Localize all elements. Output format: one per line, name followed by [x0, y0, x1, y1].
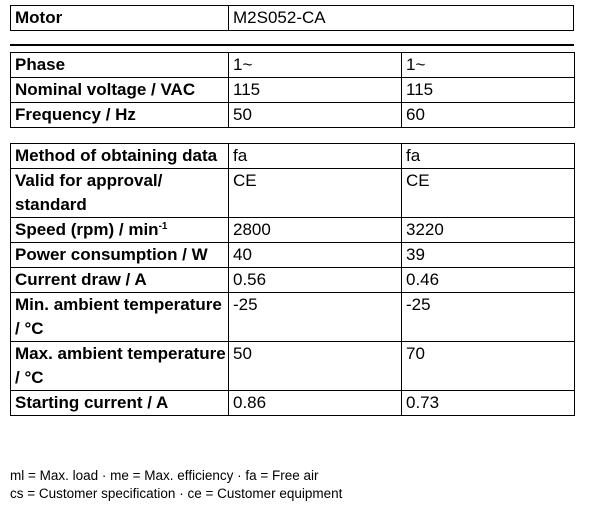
- speed-label: [11, 218, 229, 243]
- approval-label: Valid for approval/ standard: [11, 169, 229, 218]
- speed-label-text: Speed (rpm) / min: [15, 220, 159, 239]
- approval-value-2: CE: [402, 169, 575, 218]
- motor-table: [10, 5, 574, 31]
- table-row: [11, 342, 575, 391]
- voltage-value-2: 115: [402, 78, 575, 103]
- frequency-value-1: 50: [229, 103, 402, 128]
- power-value-1: 40: [229, 243, 402, 268]
- electrical-table: [10, 52, 575, 128]
- min-temp-value-2: -25: [402, 293, 575, 342]
- power-label: Power consumption / W: [11, 243, 229, 268]
- section-divider: [10, 44, 574, 46]
- table-row: [11, 53, 575, 78]
- speed-value-1: 2800: [229, 218, 402, 243]
- footnote-abbreviations-2: cs = Customer specification · ce = Customer equipment: [10, 486, 343, 501]
- table-row: [11, 293, 575, 342]
- table-row: [11, 391, 575, 416]
- starting-current-value-2: 0.73: [402, 391, 575, 416]
- voltage-value-1: 115: [229, 78, 402, 103]
- footnote-abbreviations-1: ml = Max. load · me = Max. efficiency · fa = Free air: [10, 468, 319, 483]
- phase-value-1: 1~: [229, 53, 402, 78]
- method-value-2: fa: [402, 144, 575, 169]
- current-value-1: 0.56: [229, 268, 402, 293]
- starting-current-label: Starting current / A: [11, 391, 229, 416]
- max-temp-value-2: 70: [402, 342, 575, 391]
- voltage-label: Nominal voltage / VAC: [11, 78, 229, 103]
- table-row: [11, 169, 575, 218]
- approval-value-1: CE: [229, 169, 402, 218]
- speed-value-2: 3220: [402, 218, 575, 243]
- min-temp-value-1: -25: [229, 293, 402, 342]
- method-label: Method of obtaining data: [11, 144, 229, 169]
- table-row: [11, 268, 575, 293]
- table-row: [11, 218, 575, 243]
- motor-label: Motor: [11, 6, 229, 31]
- frequency-label: Frequency / Hz: [11, 103, 229, 128]
- current-label: Current draw / A: [11, 268, 229, 293]
- starting-current-value-1: 0.86: [229, 391, 402, 416]
- max-temp-label: Max. ambient temperature / °C: [11, 342, 229, 391]
- motor-row: [11, 6, 574, 31]
- table-row: [11, 78, 575, 103]
- motor-value: M2S052-CA: [229, 6, 574, 31]
- table-row: [11, 144, 575, 169]
- method-value-1: fa: [229, 144, 402, 169]
- table-row: [11, 243, 575, 268]
- phase-value-2: 1~: [402, 53, 575, 78]
- parameters-table: [10, 143, 575, 416]
- table-row: [11, 103, 575, 128]
- min-temp-label: Min. ambient temperature / °C: [11, 293, 229, 342]
- current-value-2: 0.46: [402, 268, 575, 293]
- max-temp-value-1: 50: [229, 342, 402, 391]
- phase-label: Phase: [11, 53, 229, 78]
- speed-label-exponent: -1: [158, 221, 168, 232]
- frequency-value-2: 60: [402, 103, 575, 128]
- power-value-2: 39: [402, 243, 575, 268]
